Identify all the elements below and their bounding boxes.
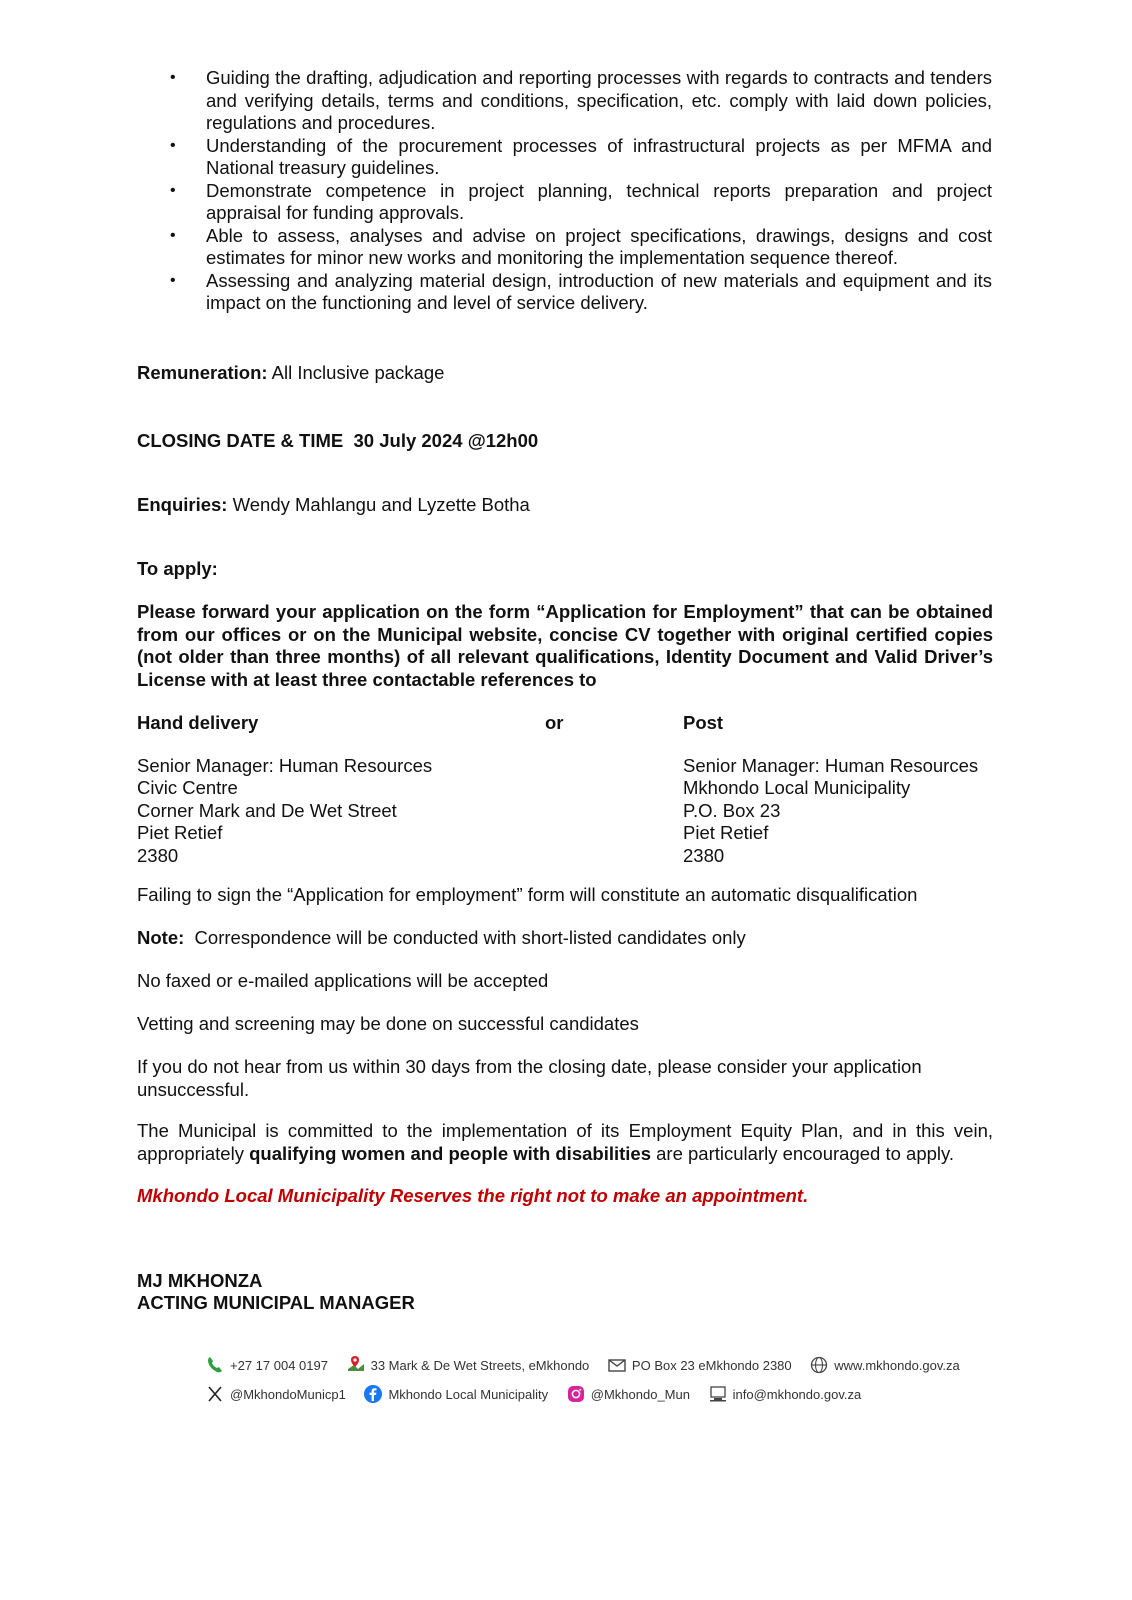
x-handle-text: @MkhondoMunicp1 bbox=[230, 1386, 346, 1402]
email-text: info@mkhondo.gov.za bbox=[732, 1386, 862, 1402]
envelope-icon bbox=[607, 1355, 627, 1375]
remuneration-value: All Inclusive package bbox=[267, 362, 445, 383]
closing-date: CLOSING DATE & TIME 30 July 2024 @12h00 bbox=[137, 430, 539, 451]
remuneration-label: Remuneration: bbox=[137, 362, 268, 383]
enquiries-label: Enquiries: bbox=[137, 494, 228, 515]
hand-delivery-block bbox=[137, 712, 432, 867]
address-text: 33 Mark & De Wet Streets, eMkhondo bbox=[370, 1357, 590, 1373]
list-item bbox=[170, 67, 992, 135]
address-line: P.O. Box 23 bbox=[683, 799, 781, 821]
enquiries-value: Wendy Mahlangu and Lyzette Botha bbox=[227, 494, 530, 515]
apply-instructions: Please forward your application on the form “Application for Employment” that can be obtained from our offices or on the Municipal website, concise CV together with original certified copies (not older than three months) of all relevant qualifications, Identity Document and Valid Driver’s License with at least three contactable references to bbox=[137, 601, 993, 690]
equity-text: The Municipal is committed to the implementation of its Employment Equity Plan, and in this vein, appropriately bbox=[137, 1120, 993, 1164]
phone-text: +27 17 004 0197 bbox=[230, 1357, 328, 1373]
x-logo-icon bbox=[205, 1384, 225, 1404]
bullet-icon: • bbox=[170, 69, 176, 86]
equity-emphasis: qualifying women and people with disabilities bbox=[249, 1142, 651, 1164]
note-value: Correspondence will be conducted with short-listed candidates only bbox=[184, 927, 746, 948]
computer-icon bbox=[708, 1384, 728, 1404]
list-item bbox=[170, 225, 992, 270]
remuneration-line bbox=[137, 362, 444, 385]
address-line: 2380 bbox=[683, 844, 725, 866]
bullet-icon: • bbox=[170, 271, 176, 289]
address-line: Senior Manager: Human Resources bbox=[683, 754, 979, 776]
facebook-text: Mkhondo Local Municipality bbox=[388, 1386, 549, 1402]
address-line: 2380 bbox=[137, 844, 179, 866]
address-line: Piet Retief bbox=[137, 822, 223, 843]
globe-icon bbox=[809, 1355, 829, 1375]
signatory-title: ACTING MUNICIPAL MANAGER bbox=[137, 1292, 415, 1313]
bullet-icon: • bbox=[170, 181, 176, 199]
footer-x bbox=[205, 1384, 346, 1404]
no-fax-note: No faxed or e-mailed applications will be accepted bbox=[137, 970, 549, 991]
footer-phone bbox=[205, 1355, 328, 1375]
address-line: Mkhondo Local Municipality bbox=[683, 777, 911, 798]
footer-po-box bbox=[607, 1355, 792, 1375]
bullet-icon: • bbox=[170, 136, 176, 154]
bullet-icon: • bbox=[170, 226, 176, 244]
phone-icon bbox=[205, 1355, 225, 1375]
note-line bbox=[137, 927, 746, 950]
vetting-note: Vetting and screening may be done on successful candidates bbox=[137, 1013, 639, 1034]
list-item-text: Guiding the drafting, adjudication and reporting processes with regards to contracts and tenders and verifying details, terms and conditions, specification, etc. comply with laid down policies, regulations and procedures. bbox=[206, 67, 992, 133]
footer-instagram bbox=[566, 1384, 690, 1404]
reserve-statement: Mkhondo Local Municipality Reserves the right not to make an appointment. bbox=[137, 1185, 809, 1206]
note-label: Note: bbox=[137, 927, 185, 948]
list-item-text: Able to assess, analyses and advise on project specifications, drawings, designs and cost estimates for minor new works and monitoring the implementation sequence thereof. bbox=[206, 224, 992, 268]
list-item-text: Assessing and analyzing material design, introduction of new materials and equipment and its impact on the functioning and level of service delivery. bbox=[206, 269, 992, 313]
footer-address bbox=[346, 1355, 590, 1375]
address-line: Piet Retief bbox=[683, 822, 769, 843]
hand-delivery-heading: Hand delivery bbox=[137, 712, 259, 733]
website-text: www.mkhondo.gov.za bbox=[834, 1357, 960, 1373]
list-item bbox=[170, 270, 992, 315]
address-line: Corner Mark and De Wet Street bbox=[137, 799, 397, 821]
instagram-icon bbox=[566, 1384, 586, 1404]
footer-row bbox=[205, 1384, 875, 1407]
list-item bbox=[170, 135, 992, 180]
footer-website bbox=[809, 1355, 960, 1375]
enquiries-line bbox=[137, 494, 530, 517]
post-heading: Post bbox=[683, 712, 724, 733]
facebook-icon bbox=[363, 1384, 383, 1404]
list-item bbox=[170, 180, 992, 225]
list-item-text: Understanding of the procurement processes of infrastructural projects as per MFMA and National treasury guidelines. bbox=[206, 134, 992, 178]
failing-note: Failing to sign the “Application for employment” form will constitute an automatic disqualification bbox=[137, 884, 918, 905]
footer-email bbox=[708, 1384, 862, 1404]
requirements-list bbox=[170, 67, 992, 315]
footer-row bbox=[205, 1355, 974, 1378]
post-block bbox=[683, 712, 978, 867]
list-item-text: Demonstrate competence in project planning, technical reports preparation and project appraisal for funding approvals. bbox=[206, 179, 992, 223]
map-pin-icon bbox=[346, 1355, 366, 1375]
po-box-text: PO Box 23 eMkhondo 2380 bbox=[631, 1357, 792, 1373]
no-hear-note: If you do not hear from us within 30 days from the closing date, please consider your application unsuccessful. bbox=[137, 1056, 922, 1100]
or-separator: or bbox=[545, 712, 564, 733]
address-line: Civic Centre bbox=[137, 777, 238, 798]
instagram-text: @Mkhondo_Mun bbox=[590, 1386, 690, 1402]
equity-statement bbox=[137, 1120, 993, 1165]
signatory-name: MJ MKHONZA bbox=[137, 1270, 263, 1291]
footer-facebook bbox=[363, 1384, 548, 1404]
address-line: Senior Manager: Human Resources bbox=[137, 754, 433, 776]
equity-text: are particularly encouraged to apply. bbox=[651, 1142, 955, 1164]
to-apply-heading: To apply: bbox=[137, 558, 218, 579]
